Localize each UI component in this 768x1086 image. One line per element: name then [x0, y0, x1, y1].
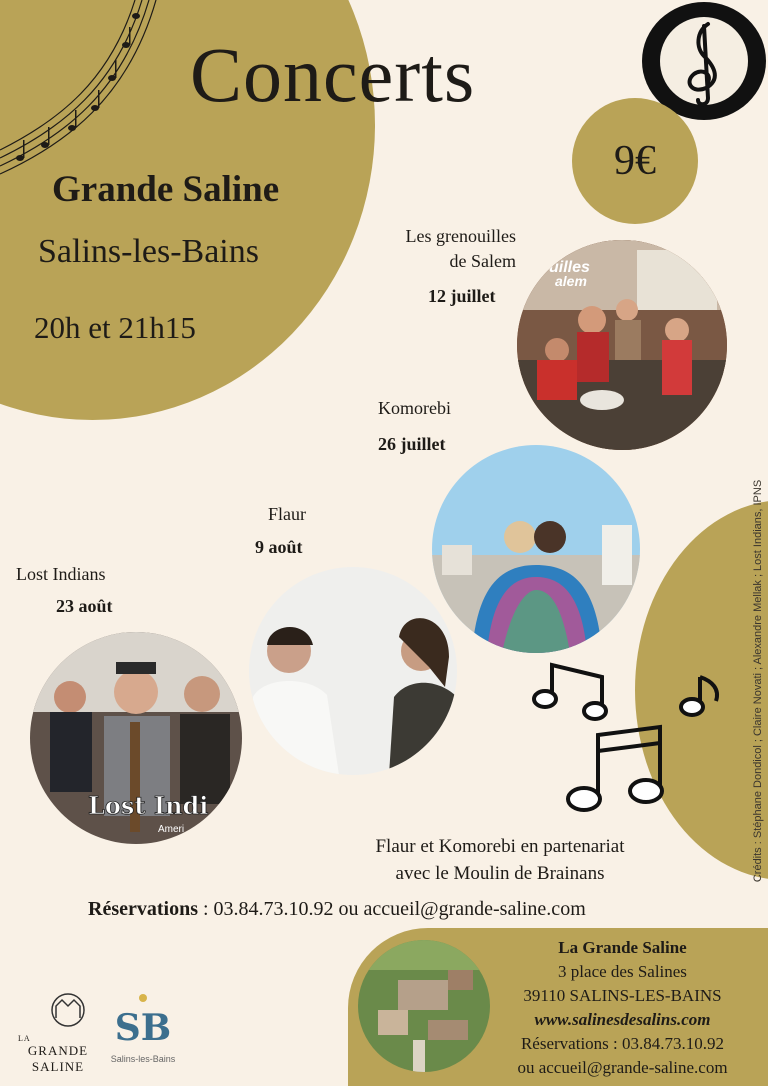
info-address1: 3 place des Salines — [558, 962, 687, 981]
venue-name: Grande Saline — [52, 169, 280, 210]
reservations-separator: : — [197, 898, 214, 920]
grande-saline-logo-icon — [18, 990, 98, 1030]
photo-aerial-town — [358, 940, 490, 1072]
band-photo-lost-indians — [30, 632, 242, 844]
photo-flaur — [249, 567, 457, 775]
band-name-grenouilles — [378, 226, 516, 272]
band-name-line2: de Salem — [449, 251, 516, 271]
band-name-komorebi: Komorebi — [378, 398, 451, 418]
partnership-line2: avec le Moulin de Brainans — [395, 863, 605, 884]
date-flaur: 9 août — [255, 537, 303, 557]
photo-lost-indians — [30, 632, 242, 844]
info-phone: Réservations : 03.84.73.10.92 — [520, 1034, 725, 1053]
photo-caption-line1: uilles — [549, 259, 590, 276]
logo-text-saline: SALINE — [31, 1059, 85, 1074]
sb-logo-icon — [110, 990, 176, 1050]
credits-text: Crédits : Stéphane Dondicol ; Claire Novati ; Alexandre Mellak ; Lost Indians, IPNS — [752, 479, 764, 883]
band-name-lost-indians: Lost Indians — [16, 564, 106, 584]
info-address2: 39110 SALINS-LES-BAINS — [523, 986, 722, 1005]
band-photo-komorebi — [432, 445, 640, 653]
photo-credits — [748, 450, 764, 920]
logo-text-grande: GRANDE — [27, 1043, 89, 1058]
logo-text-la: LA — [18, 1034, 31, 1043]
town-name: Salins-les-Bains — [38, 233, 259, 270]
music-notes-icon — [530, 655, 730, 820]
price-value: 9€ — [614, 138, 656, 184]
band-name-flaur: Flaur — [268, 504, 306, 524]
music-staff-decoration — [0, 0, 160, 190]
date-komorebi: 26 juillet — [378, 434, 446, 454]
reservations-line — [88, 898, 586, 921]
venue-info — [490, 936, 755, 1080]
date-grenouilles: 12 juillet — [428, 286, 496, 306]
band-photo-flaur — [249, 567, 457, 775]
partnership-note — [330, 833, 670, 887]
poster-title: Concerts — [190, 31, 476, 118]
sb-caption: Salins-les-Bains — [110, 1054, 176, 1064]
price-badge — [572, 98, 698, 224]
band-name-line1: Les grenouilles — [405, 226, 516, 246]
treble-clef-icon — [642, 2, 766, 120]
reservations-label: Réservations — [88, 898, 198, 920]
band-photo-grenouilles — [517, 240, 727, 450]
photo-komorebi — [432, 445, 640, 653]
photo-caption-line2: alem — [555, 273, 587, 289]
info-website[interactable]: www.salinesdesalins.com — [534, 1010, 711, 1029]
sb-letters: SB — [114, 1007, 172, 1049]
salins-les-bains-logo — [110, 990, 176, 1064]
treble-clef-badge — [642, 2, 766, 120]
grande-saline-logo — [18, 990, 98, 1075]
info-email[interactable]: ou accueil@grande-saline.com — [517, 1058, 728, 1077]
concert-hours: 20h et 21h15 — [34, 310, 196, 345]
photo-grenouilles — [517, 240, 727, 450]
date-lost-indians: 23 août — [56, 596, 113, 616]
photo-caption-lost-indians: Lost Indi — [88, 791, 209, 820]
partnership-line1: Flaur et Komorebi en partenariat — [375, 836, 625, 857]
info-name: La Grande Saline — [558, 938, 687, 957]
photo-subcaption-lost-indians: Ameri — [158, 824, 185, 835]
aerial-town-image — [358, 940, 490, 1072]
reservations-contact: 03.84.73.10.92 ou accueil@grande-saline.com — [213, 898, 586, 920]
